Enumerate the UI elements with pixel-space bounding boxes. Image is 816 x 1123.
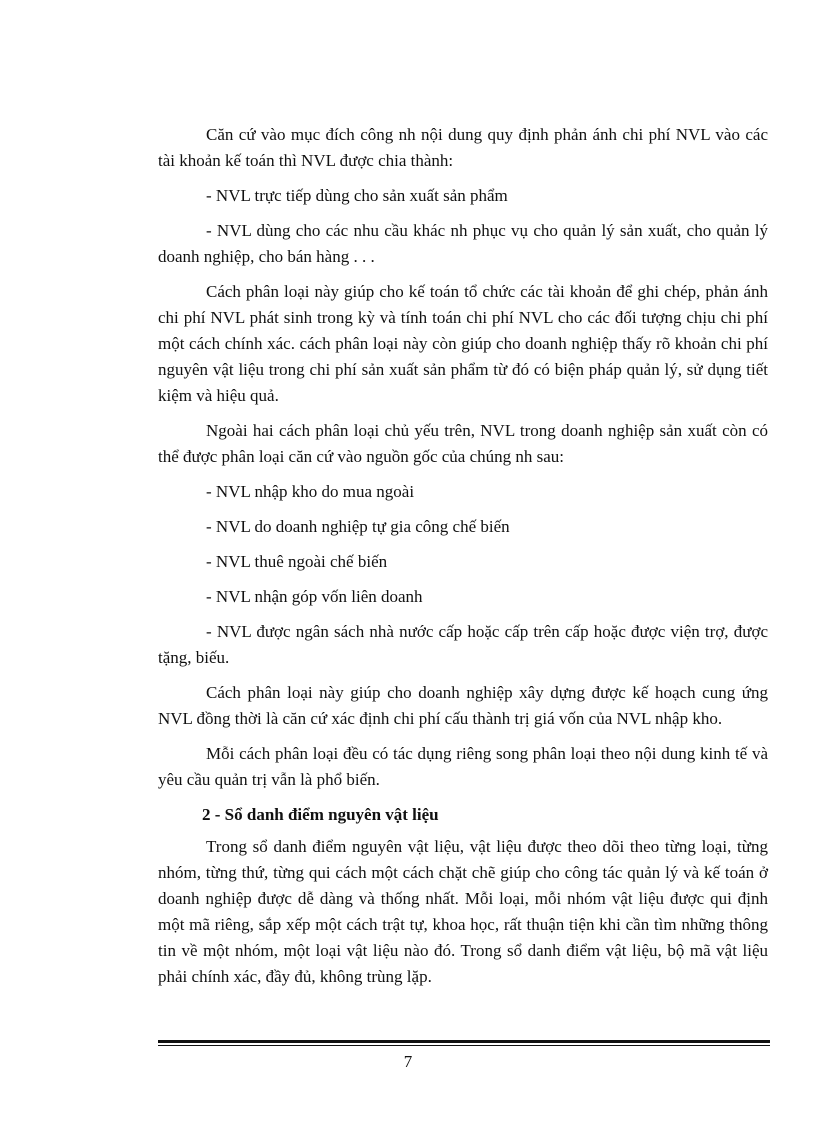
paragraph: Cách phân loại này giúp cho doanh nghiệp xây dựng được kế hoạch cung ứng NVL đồng thời là căn cứ xác định chi phí cấu thành trị giá vốn của NVL nhập kho. (158, 683, 768, 728)
paragraph: Ngoài hai cách phân loại chủ yếu trên, NVL trong doanh nghiệp sản xuất còn có thể được phân loại căn cứ vào nguồn gốc của chúng nh sau: (158, 421, 768, 466)
list-item: - NVL trực tiếp dùng cho sản xuất sản phẩm (206, 186, 508, 205)
page-number: 7 (403, 1052, 413, 1071)
list-item: - NVL nhập kho do mua ngoài (206, 482, 415, 501)
list-item: - NVL do doanh nghiệp tự gia công chế biến (206, 517, 510, 536)
paragraph: Cách phân loại này giúp cho kế toán tổ chức các tài khoản để ghi chép, phản ánh chi phí NVL phát sinh trong kỳ và tính toán chi phí NVL cho các đối tượng chịu chi phí một cách chính xác. cách phân loại này còn giúp cho doanh nghiệp thấy rõ khoản chi phí nguyên vật liệu trong chi phí sản xuất sản phẩm từ đó có biện pháp quản lý, sử dụng tiết kiệm và hiệu quả. (158, 282, 768, 405)
paragraph: Mỗi cách phân loại đều có tác dụng riêng song phân loại theo nội dung kinh tế và yêu cầu quản trị vẫn là phổ biến. (158, 744, 768, 789)
paragraph: - NVL dùng cho các nhu cầu khác nh phục vụ cho quản lý sản xuất, cho quản lý doanh nghiệp, cho bán hàng . . . (158, 221, 768, 266)
section-heading: 2 - Sổ danh điểm nguyên vật liệu (202, 805, 439, 824)
paragraph: Căn cứ vào mục đích công nh nội dung quy định phản ánh chi phí NVL vào các tài khoản kế toán thì NVL được chia thành: (158, 125, 768, 170)
footer-rule-thin (158, 1045, 770, 1046)
document-body (158, 122, 768, 999)
paragraph: - NVL được ngân sách nhà nước cấp hoặc cấp trên cấp hoặc được viện trợ, được tặng, biếu. (158, 622, 768, 667)
paragraph: Trong sổ danh điểm nguyên vật liệu, vật liệu được theo dõi theo từng loại, từng nhóm, từng thứ, từng qui cách một cách chặt chẽ giúp cho công tác quản lý và kế toán ở doanh nghiệp được dễ dàng và thống nhất. Mỗi loại, mỗi nhóm vật liệu được qui định một mã riêng, sắp xếp một cách trật tự, khoa học, rất thuận tiện khi cần tìm những thông tin về một nhóm, một loại vật liệu nào đó. Trong sổ danh điểm vật liệu, bộ mã vật liệu phải chính xác, đầy đủ, không trùng lặp. (158, 837, 768, 986)
list-item: - NVL nhận góp vốn liên doanh (206, 587, 423, 606)
list-item: - NVL thuê ngoài chế biến (206, 552, 388, 571)
footer-rule-thick (158, 1040, 770, 1043)
